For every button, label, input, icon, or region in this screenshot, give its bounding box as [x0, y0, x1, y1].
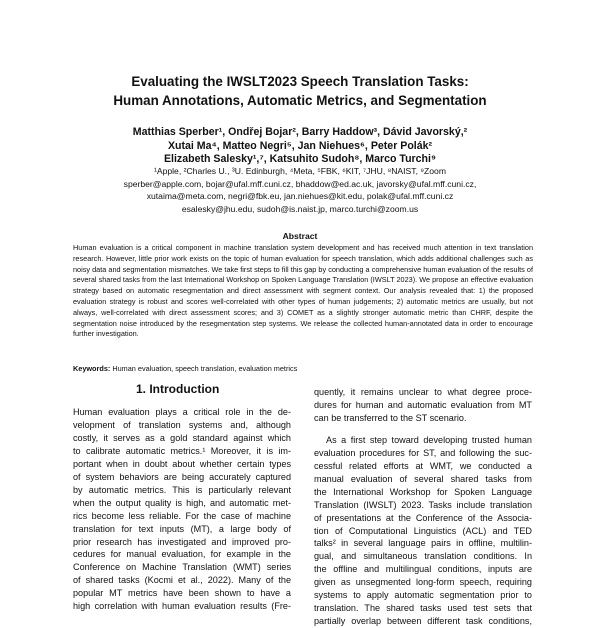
- text-line: by automatic metrics. This is particularly relevant: [73, 484, 291, 495]
- text-line: costly, it serves as a gold standard against which: [73, 432, 291, 443]
- text-line: the International Workshop for Spoken Language: [314, 486, 532, 497]
- text-line: when the output quality is high, and automatic met-: [73, 497, 291, 508]
- text-line: gual, and simultaneous translation conditions. In: [314, 551, 532, 562]
- text-line: given as unsegmented long-form speech, requiring: [314, 577, 532, 588]
- text-line: portant when in doubt about whether certain types: [73, 458, 291, 469]
- left-column: [73, 406, 291, 613]
- author-line-2: Xutai Ma⁴, Matteo Negri⁵, Jan Niehues⁶, Peter Polák²: [167, 139, 433, 152]
- text-line: cessful related efforts at WMT, we conducted a: [314, 460, 532, 471]
- text-line: manual evaluation of several shared tasks from: [314, 473, 532, 484]
- keywords-label: Keywords:: [73, 364, 111, 373]
- text-line: As a first step toward developing trusted human: [326, 434, 532, 445]
- author-emails: [40, 178, 560, 215]
- text-line: quently, it remains unclear to what degree proce-: [314, 387, 532, 397]
- text-line: of shared tasks (Kocmi et al., 2022). Many of the: [73, 575, 291, 586]
- text-line: popular MT metrics have been shown to have a: [73, 588, 291, 599]
- text-line: of presentations at the Conference of the Associa-: [314, 512, 532, 523]
- text-line: rics become less reliable. For the case of machine: [73, 510, 291, 521]
- text-line: prior research has investigated and improved pro-: [73, 536, 291, 547]
- text-line: Translation (IWSLT) 2023. Tasks include translation: [314, 499, 532, 510]
- right-paragraph-1: [314, 386, 532, 425]
- text-line: tion of Computational Linguistics (ACL) and TED: [314, 525, 532, 536]
- right-paragraph-2: [314, 434, 532, 628]
- author-line-1: Matthias Sperber¹, Ondřej Bojar², Barry Haddow³, Dávid Javorský,²: [132, 126, 468, 138]
- text-line: to calibrate automatic metrics.¹ Moreover, it is im-: [73, 445, 291, 456]
- text-line: translation for text inputs (MT), a large body of: [73, 523, 291, 534]
- email-line-1: sperber@apple.com, bojar@ufal.mff.cuni.cz, bhaddow@ed.ac.uk, javorsky@ufal.mff.cuni.cz,: [123, 179, 477, 189]
- text-line: dures for human and automatic evaluation from MT: [314, 399, 532, 410]
- right-column: [314, 386, 532, 628]
- text-line: evaluation procedures for ST, and following the suc-: [314, 447, 532, 458]
- text-line: Human evaluation plays a critical role in the de-: [73, 407, 291, 417]
- abstract-heading: Abstract: [282, 231, 318, 241]
- author-line-3: Elizabeth Salesky¹,⁷, Katsuhito Sudoh⁸, Marco Turchi⁹: [163, 153, 437, 165]
- text-line: cedures for manual evaluation, for example in the: [73, 549, 291, 560]
- title-line-2: Human Annotations, Automatic Metrics, and Segmentation: [113, 93, 487, 108]
- email-line-3: esalesky@jhu.edu, sudoh@is.naist.jp, marco.turchi@zoom.us: [181, 203, 419, 214]
- text-line: partially overlap between different task conditions,: [314, 616, 532, 627]
- section-heading: 1. Introduction: [136, 382, 220, 396]
- keywords-text: Human evaluation, speech translation, evaluation metrics: [112, 364, 298, 373]
- text-line: Conference on Machine Translation (WMT) series: [73, 562, 291, 573]
- affiliations: ¹Apple, ²Charles U., ³U. Edinburgh, ⁴Meta, ⁵FBK, ⁶KIT, ⁷JHU, ⁸NAIST, ⁹Zoom: [154, 166, 446, 176]
- text-line: high correlation with human evaluation results (Fre-: [73, 601, 291, 612]
- email-line-2: xutaima@meta.com, negri@fbk.eu, jan.niehues@kit.edu, polak@ufal.mff.cuni.cz: [146, 191, 454, 202]
- text-line: the offline and multilingual conditions, inputs are: [314, 564, 532, 575]
- text-line: translation. The shared tasks used test sets that: [314, 603, 532, 614]
- abstract-text: Human evaluation is a critical component in machine translation system development and has received much attention in text translation research. However, little prior work exists on the topic of human evaluation for speech translation, which adds additional challenges such as noisy data and segmentation mismatches. We take first steps to fill this gap by conducting a comprehensive human evaluation of the results of several shared tasks from the last International Workshop on Spoken Language Translation (IWSLT 2023). We propose an effective evaluation strategy based on automatic resegmentation and direct assessment with segment context. Our analysis revealed that: 1) the proposed evaluation strategy is robust and scores well-correlated with other types of human judgements; 2) automatic metrics are usually, but not always, well-correlated with direct assessment scores; and 3) COMET as a slightly stronger automatic metric than CHRF, despite the segmentation noise introduced by the resegmentation step systems. We release the collected human-annotated data in order to encourage further investigation.: [73, 243, 533, 339]
- paper-title: [40, 72, 560, 110]
- title-line-1: Evaluating the IWSLT2023 Speech Translation Tasks:: [131, 74, 469, 89]
- keywords: [73, 364, 533, 375]
- author-list: [40, 126, 560, 167]
- text-line: velopment of translation systems and, although: [73, 419, 291, 430]
- text-line: talks² in several language pairs in offline, multilin-: [314, 538, 532, 549]
- text-line: systems to apply automatic segmentation prior to: [314, 590, 532, 601]
- text-line: can be transferred to the ST scenario.: [314, 412, 467, 423]
- text-line: of system behaviors are being accurately captured: [73, 471, 291, 482]
